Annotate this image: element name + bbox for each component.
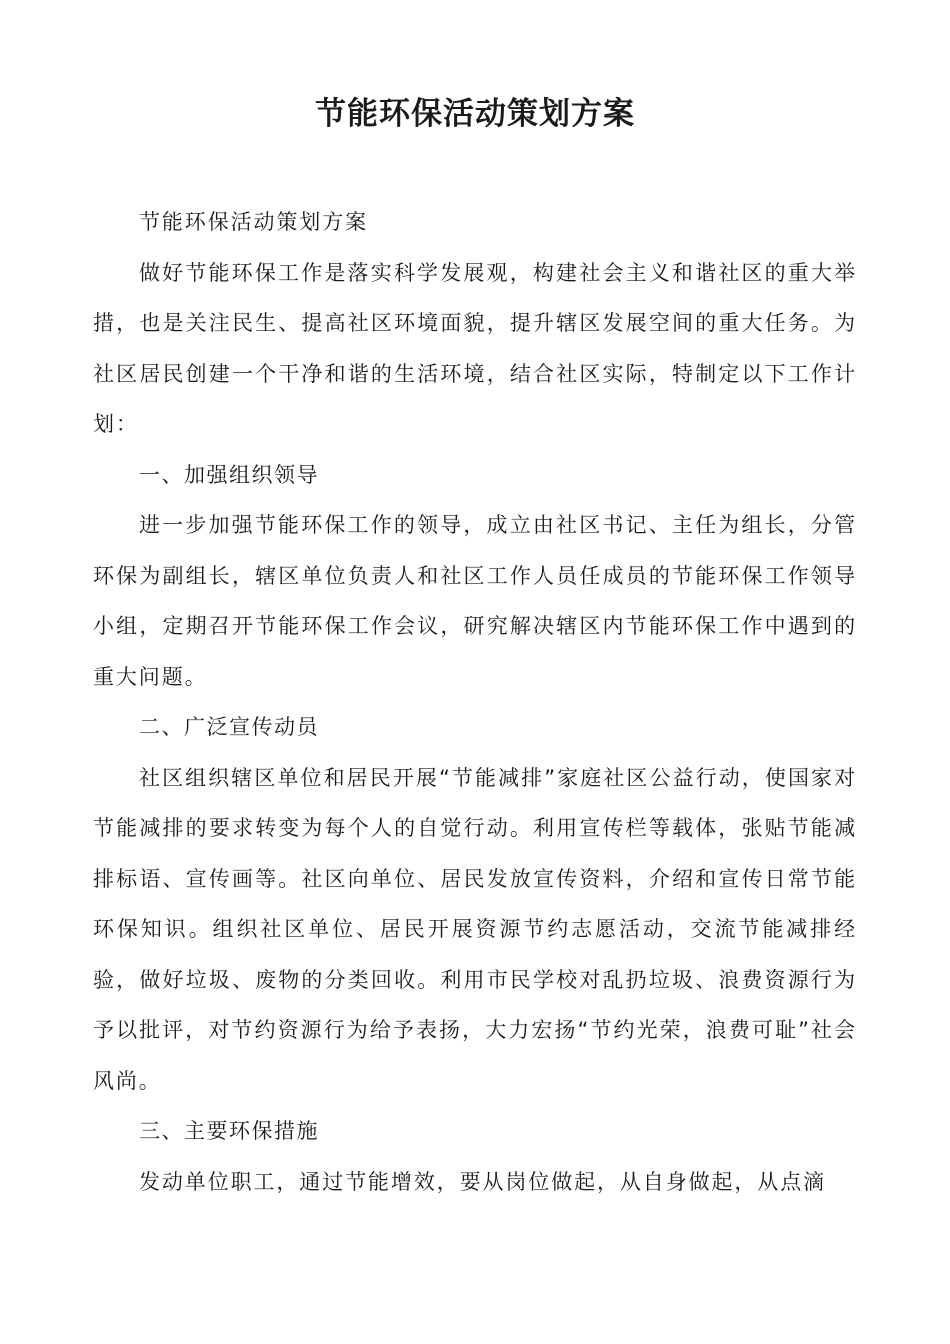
section-heading-1: 一、加强组织领导: [139, 462, 319, 487]
section-paragraph-3: 发动单位职工，通过节能增效，要从岗位做起，从自身做起，从点滴: [139, 1169, 826, 1194]
section-heading-2: 二、广泛宣传动员: [139, 715, 319, 739]
subtitle-paragraph: 节能环保活动策划方案: [139, 210, 368, 234]
section-paragraph-1: 进一步加强节能环保工作的领导，成立由社区书记、主任为组长，分管环保为副组长，辖区单位负责人和社区工作人员任成员的节能环保工作领导小组，定期召开节能环保工作会议，研究解决辖区内节能环保工作中遇到的重大问题。: [93, 513, 857, 689]
intro-paragraph: 做好节能环保工作是落实科学发展观，构建社会主义和谐社区的重大举措，也是关注民生、提高社区环境面貌，提升辖区发展空间的重大任务。为社区居民创建一个干净和谐的生活环境，结合社区实际，特制定以下工作计划：: [93, 260, 857, 436]
document-title: 节能环保活动策划方案: [315, 96, 635, 132]
section-paragraph-2: 社区组织辖区单位和居民开展“节能减排”家庭社区公益行动，使国家对节能减排的要求转变为每个人的自觉行动。利用宣传栏等载体，张贴节能减排标语、宣传画等。社区向单位、居民发放宣传资料，介绍和宣传日常节能环保知识。组织社区单位、居民开展资源节约志愿活动，交流节能减排经验，做好垃圾、废物的分类回收。利用市民学校对乱扔垃圾、浪费资源行为予以批评，对节约资源行为给予表扬，大力宏扬“节约光荣，浪费可耻”社会风尚。: [93, 765, 857, 1093]
section-heading-3: 三、主要环保措施: [139, 1119, 319, 1143]
document-body: [93, 197, 857, 1207]
